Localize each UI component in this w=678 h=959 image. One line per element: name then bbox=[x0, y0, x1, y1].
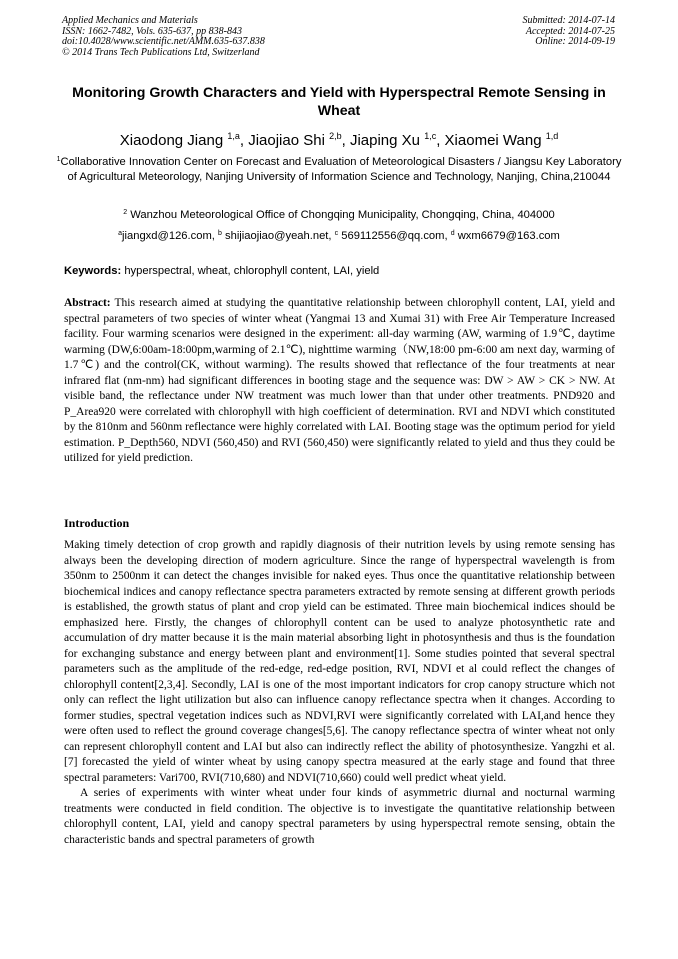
email-sup: d bbox=[450, 230, 455, 237]
copyright-line: © 2014 Trans Tech Publications Ltd, Switzerland bbox=[62, 46, 260, 58]
section-heading: Introduction bbox=[64, 516, 130, 530]
abstract-label: Abstract: bbox=[64, 297, 111, 309]
author-name: Xiaomei Wang bbox=[444, 132, 542, 149]
email-address[interactable]: shijiaojiao@yeah.net, bbox=[225, 230, 332, 242]
author-sup: 1,d bbox=[545, 131, 559, 141]
introduction-body bbox=[64, 538, 615, 848]
affiliation-text: Collaborative Innovation Center on Forecast and Evaluation of Meteorological Disasters / Jiangsu Key Laboratory of Agricultural Meteorology, Nanjing University of Information Science and Technology, Nanjing, China,210044 bbox=[60, 156, 622, 183]
dates-header bbox=[523, 16, 616, 48]
author-sup: 1,c bbox=[424, 131, 437, 141]
author-list: Xiaodong Jiang $^{1,a}$, Jiaojiao Shi $^{2,b}$, Jiaping Xu $^{1,c}$, Xiaomei Wang $^{1,d}$ bbox=[119, 131, 559, 149]
keywords-label: Keywords: bbox=[64, 265, 122, 277]
author-name: Xiaodong Jiang bbox=[119, 132, 224, 149]
keywords bbox=[64, 264, 616, 279]
affiliation-2 bbox=[52, 208, 626, 223]
abstract bbox=[64, 296, 615, 467]
author-sup: 2,b bbox=[329, 131, 342, 141]
issn-line: ISSN: 1662-7482, Vols. 635-637, pp 838-843 bbox=[62, 25, 242, 37]
paper-title: Monitoring Growth Characters and Yield with Hyperspectral Remote Sensing in Wheat bbox=[72, 85, 606, 119]
doi-line: doi:10.4028/www.scientific.net/AMM.635-637.838 bbox=[62, 36, 265, 48]
abstract-text: This research aimed at studying the quantitative relationship between chlorophyll content, LAI, yield and spectral parameters of two species of winter wheat (Yangmai 13 and Xumai 31) with Free Air Temperature Increased facility. Four warming scenarios were designed in the experiment: all-day warming (AW, warming of 1.9℃, daytime warming (DW,6:00am-18:00pm,warming of 2.1℃), nighttime warming（NW,18:00 pm-6:00 am next day, warming of 1.7℃) and the control(CK, without warming). The results showed that reflectance of the four treatments at near infrared flat (nm-nm) had significant differences in booting stage and the sequence was: DW > AW > CK > NW. At visible band, the reflectance under NW treatment was much lower than that under other treatments. PND920 and P_Area920 were correlated with chlorophyll with high coefficient of determination. RVI and NDVI which constituted by the 810nm and 560nm reflectance were highly correlated with LAI. Booting stage was the optimum period for yield estimation. P_Depth560, NDVI (560,450) and RVI (560,450) were significantly related to yield and thus they could be utilized for yield prediction. bbox=[64, 297, 615, 464]
email-address[interactable]: wxm6679@163.com bbox=[457, 230, 560, 242]
author-name: Jiaojiao Shi bbox=[248, 132, 325, 149]
journal-name: Applied Mechanics and Materials bbox=[62, 15, 198, 26]
affiliation-sup: 1 bbox=[56, 156, 61, 163]
author-name: Jiaping Xu bbox=[349, 132, 421, 149]
journal-header bbox=[62, 16, 265, 58]
author-sup: 1,a bbox=[227, 131, 240, 141]
affiliation-sup: 2 bbox=[123, 209, 128, 216]
paragraph: Making timely detection of crop growth and rapidly diagnosis of their nutrition levels by using remote sensing has always been the developing direction of modern agriculture. Since the range of hyperspectral wavelength is from 350nm to 2500nm it can detect the changes invisible for naked eyes. Thus once the quantitative relationship between biochemical indices and canopy reflectance spectra parameters extracted by remote sensing at different growth periods is established, the growth status of plant and crop yield can be estimated. Three main biochemical indices should be emphasized here. Firstly, the changes of chlorophyll content can be used to analyze photosynthetic rate and accumulation of dry matter because it is the main material absorbing light in photosynthesis and thus is the foundation for exchanging substance and energy between plant and environment[1]. Some studies pointed that several spectral parameters such as the amplitude of the red-edge, red-edge position, RVI, NDVI et al could reflect the changes of chlorophyll content[2,3,4]. Secondly, LAI is one of the most important indicators for crop canopy structure which not only can reflect the light utilization but also can influence canopy reflectance spectra when it changes. According to former studies, spectral vegetation indices such as NDVI,RVI were significantly correlated with LAI,and hence they were often used to reflect the ground coverage changes[5,6]. The canopy reflectance spectra of winter wheat not only can represent chlorophyll content and LAI but also can indirectly reflect the ability of photosynthesize. Yangzhi et al. [7] forecasted the yield of winter wheat by using canopy spectra measured at the early stage and found that three spectral parameters: Vari700, RVI(710,680) and NDVI(710,660) could well predict wheat yield. bbox=[64, 539, 615, 784]
email-sup: b bbox=[217, 230, 222, 237]
affiliation-1 bbox=[52, 155, 626, 185]
email-sup: c bbox=[334, 230, 339, 237]
affiliation-text: Wanzhou Meteorological Office of Chongqing Municipality, Chongqing, China, 404000 bbox=[130, 209, 555, 221]
paragraph: A series of experiments with winter wheat under four kinds of asymmetric diurnal and nocturnal warming treatments were conducted in field condition. The objective is to investigate the quantitative relationship between chlorophyll content, LAI, yield and canopy spectral parameters by using hyperspectral remote sensing, obtain the characteristic bands and spectral parameters of growth bbox=[64, 787, 615, 846]
keywords-text: hyperspectral, wheat, chlorophyll content, LAI, yield bbox=[124, 265, 380, 277]
email-sup: a bbox=[118, 230, 123, 237]
submitted-date: Submitted: 2014-07-14 bbox=[522, 15, 615, 26]
email-address[interactable]: 569112556@qq.com, bbox=[341, 230, 448, 242]
online-date: Online: 2014-09-19 bbox=[535, 36, 615, 48]
accepted-date: Accepted: 2014-07-25 bbox=[525, 25, 615, 37]
email-list bbox=[52, 229, 626, 244]
email-address[interactable]: jiangxd@126.com, bbox=[122, 230, 215, 242]
